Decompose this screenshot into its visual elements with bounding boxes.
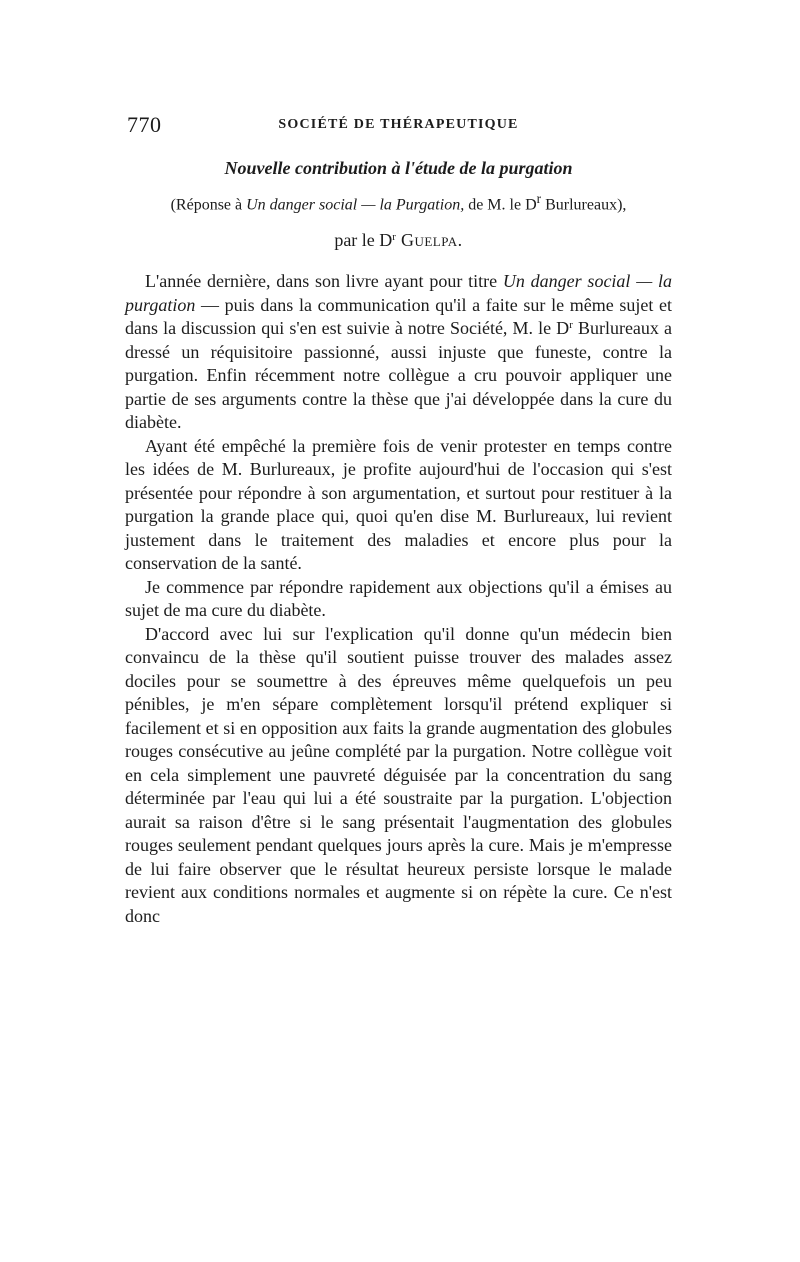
subtitle-work-title: Un danger social — la Purgation, xyxy=(246,196,465,214)
paragraph-2: Ayant été empêché la première fois de venir protester en temps contre les idées de M. Burlureaux, je profite aujourd'hui de l'occasion qui s'est présentée pour répondre à son argumentation, et surtout pour restituer à la purgation la grande place qui, quoi qu'en dise M. Burlureaux, lui revient justement dans le traitement des maladies et encore plus pour la conservation de la santé. xyxy=(125,435,672,574)
article-title: Nouvelle contribution à l'étude de la purgation xyxy=(224,158,573,178)
subtitle-open: (Réponse à xyxy=(170,196,247,214)
subtitle-by: de M. le D xyxy=(464,196,537,214)
author-name: Guelpa. xyxy=(395,230,463,251)
paragraph-1-middle: — puis dans la communication qu'il a faite sur le même sujet et dans la discussion qui s'en est suivie à notre Société, M. le D xyxy=(125,294,672,339)
paragraph-3: Je commence par répondre rapidement aux objections qu'il a émises au sujet de ma cure du diabète. xyxy=(125,576,672,621)
page-number: 770 xyxy=(127,112,162,137)
subtitle-superscript: r xyxy=(536,191,542,206)
paragraph-1-start: L'année dernière, dans son livre ayant pour titre xyxy=(145,271,503,292)
subtitle-name: Burlureaux), xyxy=(541,196,627,214)
paragraph-4: D'accord avec lui sur l'explication qu'il donne qu'un médecin bien convaincu de la thèse qu'il soutient puisse trouver des malades assez dociles pour se soumettre à des épreuves même quelquefois un peu pénibles, je m'en sépare complètement lorsqu'il prétend expliquer si facilement et si en opposition aux faits la grande augmentation des globules rouges consécutive au jeûne complété par la purgation. Notre collègue voit en cela simplement une pauvreté déguisée par la concentration du sang déterminée par l'eau qui lui a été soustraite par la purgation. L'objection aurait sa raison d'être si le sang présentait l'augmentation des globules rouges seulement pendant quelques jours après la cure. Mais je m'empresse de lui faire observer que le résultat heureux persiste lorsque le malade revient aux conditions normales et augmente si on répète la cure. Ce n'est donc xyxy=(125,623,672,926)
book-page xyxy=(125,112,672,928)
article-subtitle xyxy=(125,188,672,216)
paragraph-1-superscript: r xyxy=(569,319,573,332)
paragraph-1-book-title: Un danger social — la purgation xyxy=(125,271,673,315)
author-superscript: r xyxy=(392,231,396,244)
article-body xyxy=(125,270,672,928)
paragraph-1-end: Burlureaux a dressé un réquisitoire passionné, aussi injuste que funeste, contre la purgation. Enfin récemment notre collègue a cru pouvoir appliquer une partie de ses arguments contre la thèse que j'ai développée dans la cure du diabète. xyxy=(125,318,672,433)
paragraph-1 xyxy=(125,270,672,435)
author-prefix: par le D xyxy=(334,230,393,251)
journal-title: SOCIÉTÉ DE THÉRAPEUTIQUE xyxy=(278,117,519,132)
author-byline xyxy=(125,228,672,252)
running-header xyxy=(125,112,672,142)
